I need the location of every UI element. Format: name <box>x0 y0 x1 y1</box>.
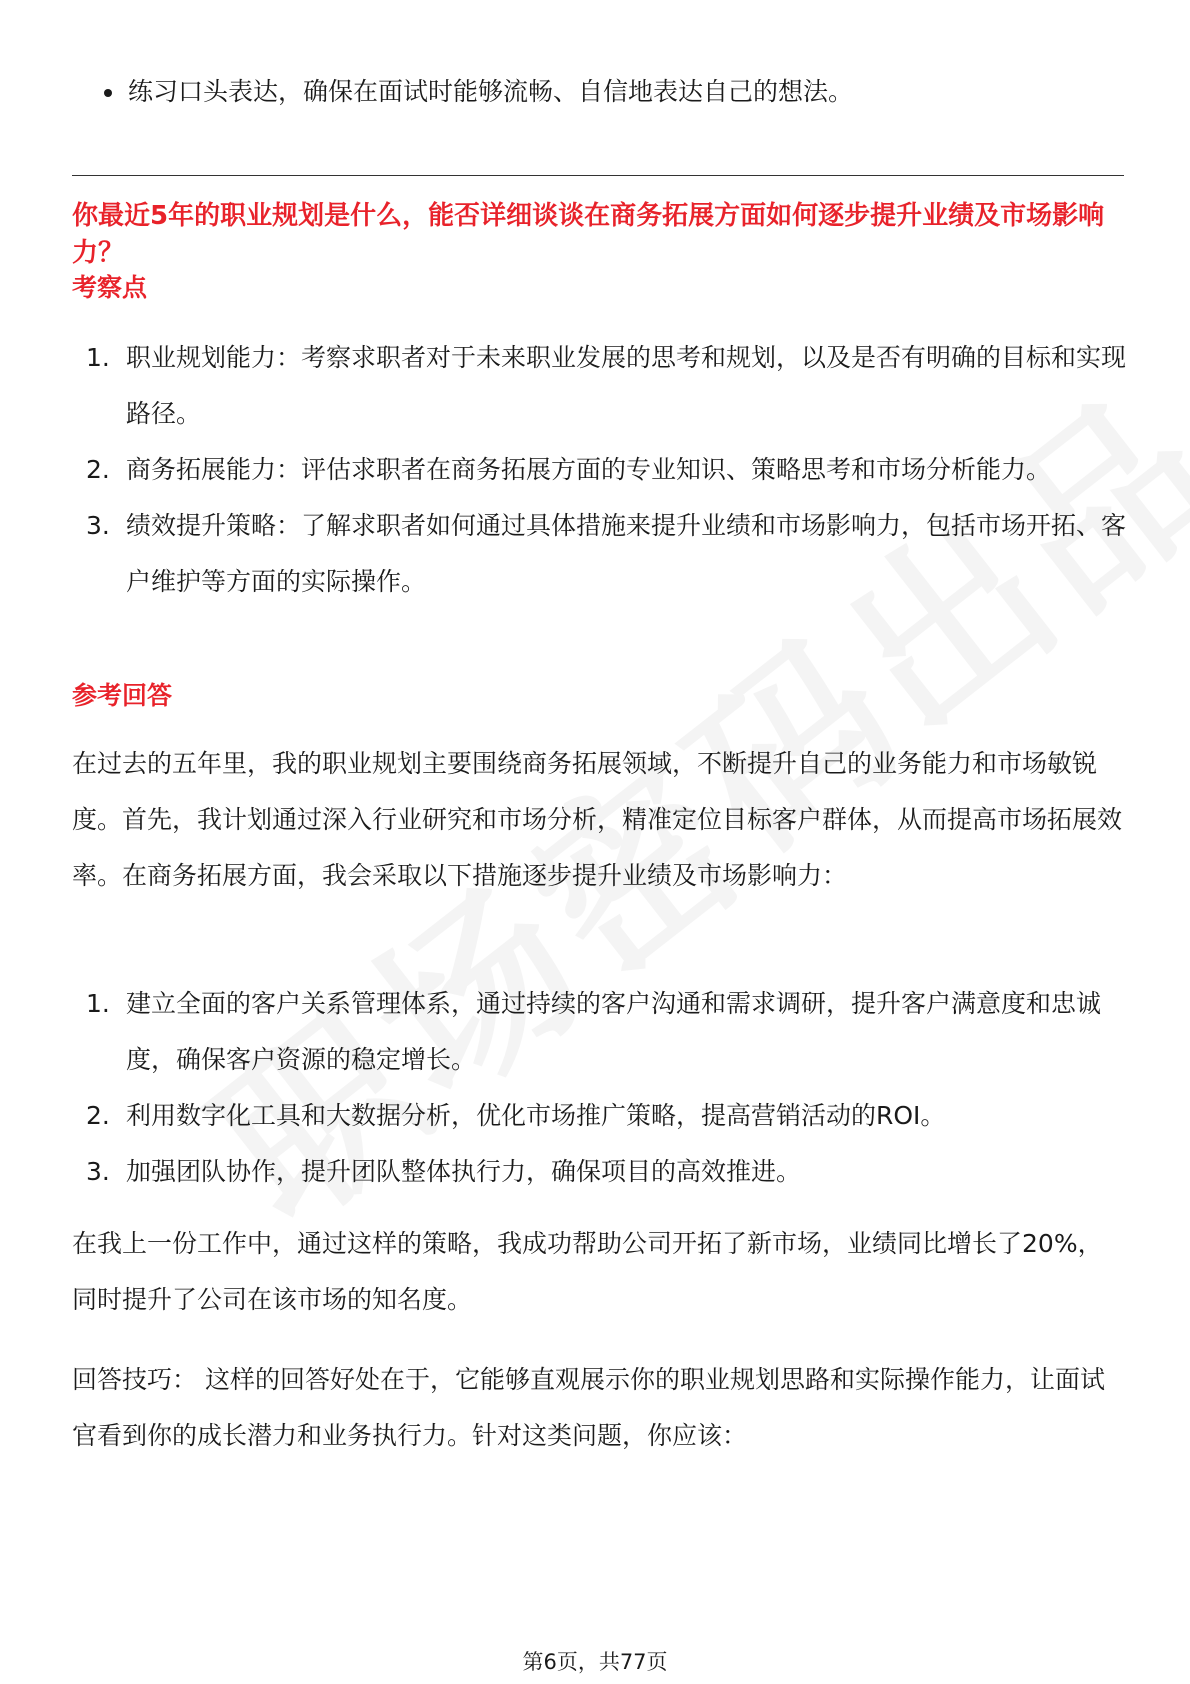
list-number: 1. <box>86 989 110 1018</box>
question-heading: 你最近5年的职业规划是什么，能否详细谈谈在商务拓展方面如何逐步提升业绩及市场影响力？ <box>72 201 1105 268</box>
list-text: 绩效提升策略：了解求职者如何通过具体措施来提升业绩和市场影响力，包括市场开拓、客户维护等方面的实际操作。 <box>126 511 1127 596</box>
section-divider <box>72 175 1124 176</box>
top-bullet-list <box>96 72 853 112</box>
answer-tips-paragraph: 回答技巧： 这样的回答好处在于，它能够直观展示你的职业规划思路和实际操作能力，让面试官看到你的成长潜力和业务执行力。针对这类问题，你应该： <box>72 1365 1105 1450</box>
list-text: 利用数字化工具和大数据分析，优化市场推广策略，提高营销活动的ROI。 <box>126 1101 946 1130</box>
answer-intro-paragraph: 在过去的五年里，我的职业规划主要围绕商务拓展领域，不断提升自己的业务能力和市场敏锐度。首先，我计划通过深入行业研究和市场分析，精准定位目标客户群体，从而提高市场拓展效率。在商务拓展方面，我会采取以下措施逐步提升业绩及市场影响力： <box>72 749 1123 890</box>
list-number: 3. <box>86 511 110 540</box>
list-item <box>72 498 1132 610</box>
list-number: 2. <box>86 455 110 484</box>
list-item <box>72 976 1132 1088</box>
section-title-reference-answer: 参考回答 <box>72 681 173 710</box>
list-text: 职业规划能力：考察求职者对于未来职业发展的思考和规划，以及是否有明确的目标和实现路径。 <box>126 343 1127 428</box>
list-text: 建立全面的客户关系管理体系，通过持续的客户沟通和需求调研，提升客户满意度和忠诚度，确保客户资源的稳定增长。 <box>126 989 1102 1074</box>
answer-result-paragraph: 在我上一份工作中，通过这样的策略，我成功帮助公司开拓了新市场，业绩同比增长了20%，同时提升了公司在该市场的知名度。 <box>72 1229 1103 1314</box>
list-item <box>72 1144 1132 1200</box>
list-number: 2. <box>86 1101 110 1130</box>
list-item <box>72 442 1132 498</box>
list-number: 1. <box>86 343 110 372</box>
list-text: 加强团队协作，提升团队整体执行力，确保项目的高效推进。 <box>126 1157 802 1186</box>
list-item <box>72 1088 1132 1144</box>
page-number: 第6页，共77页 <box>522 1650 668 1674</box>
list-text: 商务拓展能力：评估求职者在商务拓展方面的专业知识、策略思考和市场分析能力。 <box>126 455 1052 484</box>
list-item: • 练习口头表达，确保在面试时能够流畅、自信地表达自己的想法。 <box>126 72 853 112</box>
section-title-assessment: 考察点 <box>72 273 148 302</box>
list-number: 3. <box>86 1157 110 1186</box>
assessment-list <box>72 330 1132 610</box>
answer-measures-list <box>72 976 1132 1200</box>
list-item <box>72 330 1132 442</box>
